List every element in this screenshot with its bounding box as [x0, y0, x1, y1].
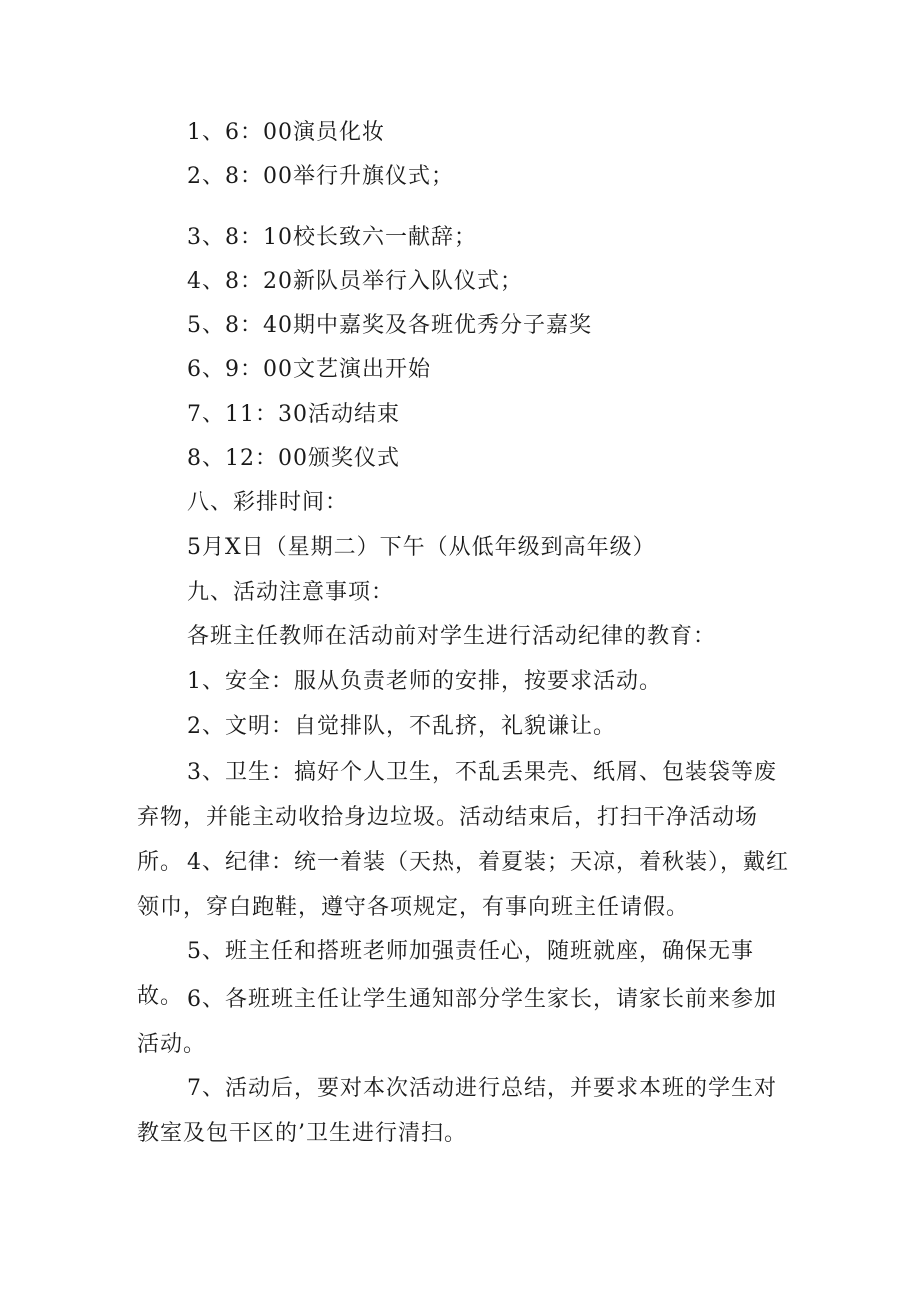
schedule-item-8: 8、12：00颁奖仪式 — [187, 446, 400, 471]
schedule-item-6: 6、9：00文艺演出开始 — [187, 357, 431, 382]
schedule-item-2: 2、8：00举行升旗仪式； — [187, 164, 454, 189]
note-item-safety: 1、安全：服从负责老师的安排，按要求活动。 — [187, 669, 662, 694]
note-item-responsibility: 5、班主任和搭班老师加强责任心，随班就座，确保无事故。 — [137, 939, 754, 1009]
notes-intro: 各班主任教师在活动前对学生进行活动纪律的教育： — [187, 624, 717, 649]
schedule-item-1: 1、6：00演员化妆 — [187, 120, 385, 145]
schedule-item-4: 4、8：20新队员举行入队仪式； — [187, 269, 523, 294]
note-item-hygiene: 3、卫生：搞好个人卫生，不乱丢果壳、纸屑、包装袋等废弃物，并能主动收拾身边垃圾。活动结束后，打扫干净活动场所。 — [137, 760, 777, 875]
note-item-summary: 7、活动后，要对本次活动进行总结，并要求本班的学生对教室及包干区的’卫生进行清扫。 — [137, 1076, 777, 1146]
note-item-parents: 6、各班班主任让学生通知部分学生家长，请家长前来参加活动。 — [137, 987, 777, 1057]
schedule-item-7: 7、11：30活动结束 — [187, 402, 400, 427]
schedule-item-3: 3、8：10校长致六一献辞； — [187, 225, 477, 250]
note-item-civility: 2、文明：自觉排队，不乱挤，礼貌谦让。 — [187, 714, 616, 739]
rehearsal-time: 5月X日（星期二）下午（从低年级到高年级） — [187, 535, 656, 560]
schedule-item-5: 5、8：40期中嘉奖及各班优秀分子嘉奖 — [187, 313, 592, 338]
note-item-discipline: 4、纪律：统一着装（天热，着夏装；天凉，着秋装），戴红领巾，穿白跑鞋，遵守各项规定，有事向班主任请假。 — [137, 850, 789, 920]
notes-heading: 九、活动注意事项： — [187, 580, 395, 605]
rehearsal-heading: 八、彩排时间： — [187, 490, 349, 515]
